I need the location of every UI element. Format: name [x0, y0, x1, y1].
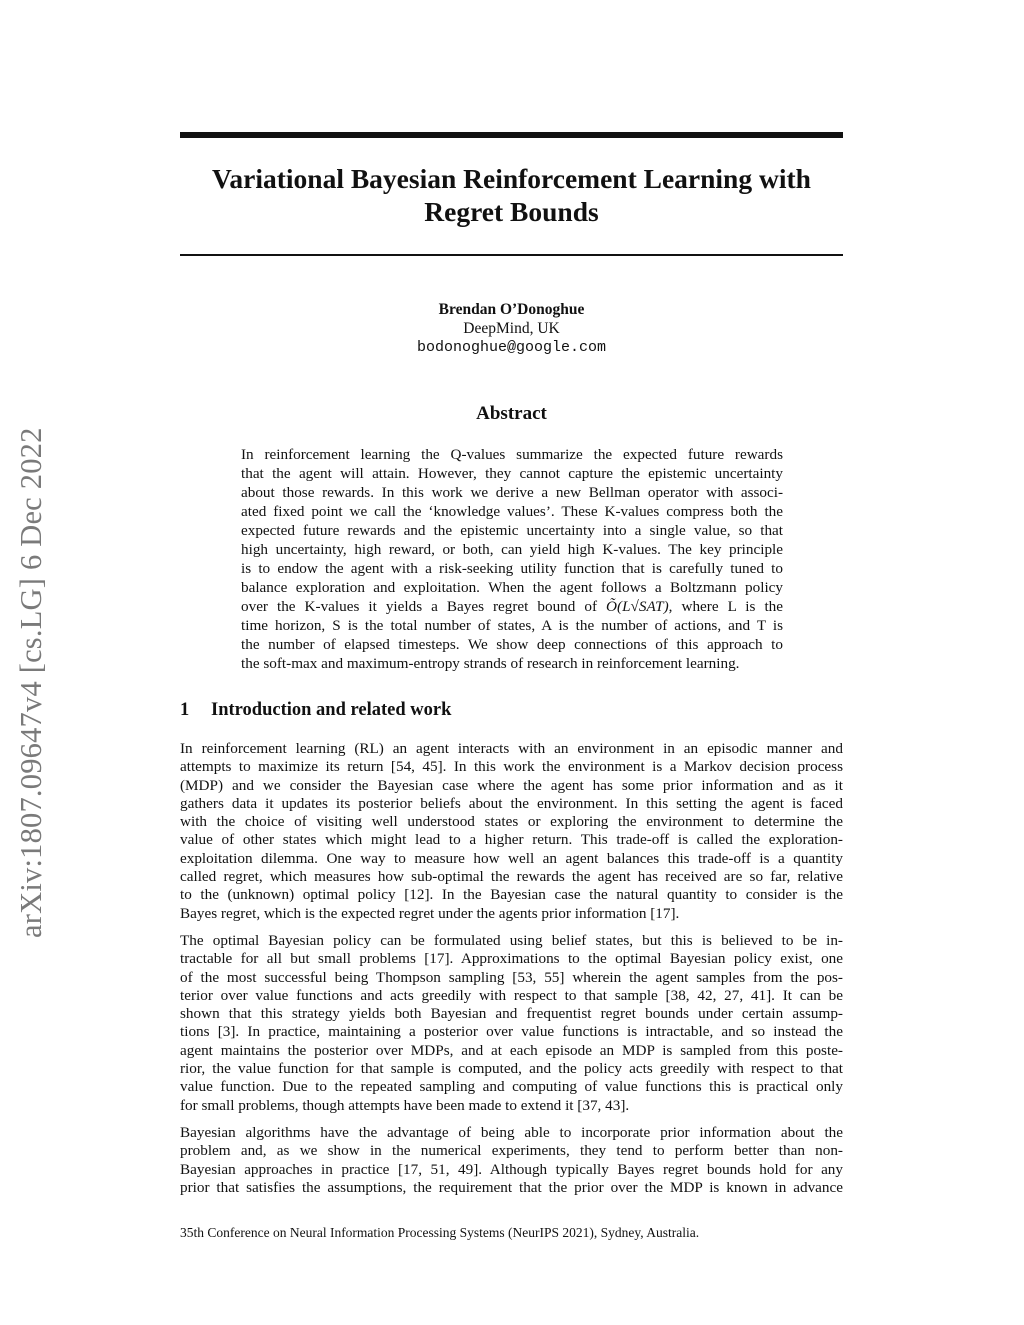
abstract-line: expected future rewards and the epistemic uncertainty into a single value, so that [241, 522, 783, 539]
abstract-line: high uncertainty, high reward, or both, can yield high K-values. The key principle [241, 541, 783, 558]
title-bottom-rule [180, 254, 843, 256]
abstract-line: balance exploration and exploitation. When the agent follows a Boltzmann policy [241, 579, 783, 596]
paragraph-line: terior over value functions and acts greedily with respect to that sample [38, 42, 27, 41]. It can be [180, 986, 843, 1004]
paragraph-line: to the (unknown) optimal policy [12]. In the Bayesian case the natural quantity to consider is the [180, 886, 843, 904]
section-number: 1 [180, 700, 190, 720]
abstract-line: is to endow the agent with a risk-seeking utility function that is carefully tuned to [241, 560, 783, 577]
paragraph-line: Bayes regret, which is the expected regret under the agents prior information [17]. [180, 904, 680, 922]
abstract-line: the soft-max and maximum-entropy strands of research in reinforcement learning. [241, 655, 740, 672]
paragraph-line: (MDP) and we consider the Bayesian case where the agent has some prior information and as it [180, 776, 843, 794]
paragraph-line: gathers data it updates its posterior beliefs about the environment. In this setting the agent is faced [180, 794, 843, 812]
abstract-regret-line [241, 597, 783, 616]
paragraph-line: shown that this strategy yields both Bayesian and frequentist regret bounds under certain assump- [180, 1005, 843, 1023]
paragraph-line: attempts to maximize its return [54, 45]. In this work the environment is a Markov decision process [180, 758, 843, 776]
paragraph-line: of the most successful being Thompson sampling [53, 55] wherein the agent samples from the pos- [180, 968, 843, 986]
intro-paragraph-3 [180, 1124, 843, 1197]
section-title: Introduction and related work [211, 700, 452, 720]
paragraph-line: Bayesian approaches in practice [17, 51, 49]. Although typically Bayes regret bounds hold for any [180, 1160, 843, 1178]
paragraph-line: rior, the value function for that sample is computed, and the policy acts greedily with respect to that [180, 1060, 843, 1078]
regret-bound-math: Õ(L√SAT) [606, 598, 669, 615]
paragraph-line: prior that satisfies the assumptions, the requirement that the prior over the MDP is known in advance [180, 1178, 843, 1196]
intro-paragraph-1 [180, 740, 843, 923]
paragraph-line: exploitation dilemma. One way to measure how well an agent balances this trade-off is a quantity [180, 849, 843, 867]
abstract-body [241, 445, 783, 673]
author-email[interactable]: bodonoghue@google.com [416, 339, 607, 356]
paragraph-line: problem and, as we show in the numerical experiments, they tend to perform better than non- [180, 1142, 843, 1160]
author-affiliation: DeepMind, UK [463, 320, 560, 337]
paragraph-line: tractable for all but small problems [17]. Approximations to the optimal Bayesian policy exist, one [180, 950, 843, 968]
abstract-line: that the agent will attain. However, they cannot capture the epistemic uncertainty [241, 465, 783, 482]
author-block [180, 300, 843, 357]
paragraph-line: called regret, which measures how sub-optimal the rewards the agent has received are so far, relative [180, 868, 843, 886]
title-line-1: Variational Bayesian Reinforcement Learning with [212, 163, 811, 194]
section-heading [180, 700, 843, 721]
title-line-2: Regret Bounds [424, 196, 599, 227]
paragraph-line: agent maintains the posterior over MDPs, and at each episode an MDP is sampled from this poste- [180, 1041, 843, 1059]
abstract-line: ated fixed point we call the ‘knowledge values’. These K-values compress both the [241, 503, 783, 520]
paragraph-line: value function. Due to the repeated sampling and computing of value functions this is practical only [180, 1078, 843, 1096]
paragraph-line: with the choice of visiting well understood states or exploring the environment to determine the [180, 813, 843, 831]
arxiv-stamp: arXiv:1807.09647v4 [cs.LG] 6 Dec 2022 [14, 427, 48, 938]
paragraph-line: for small problems, though attempts have been made to extend it [37, 43]. [180, 1096, 630, 1114]
conference-footnote: 35th Conference on Neural Information Processing Systems (NeurIPS 2021), Sydney, Australia. [180, 1225, 700, 1240]
paper-title [180, 162, 843, 228]
paragraph-line: The optimal Bayesian policy can be formulated using belief states, but this is believed to be in- [180, 932, 843, 949]
abstract-line: the number of elapsed timesteps. We show deep connections of this approach to [241, 636, 783, 653]
author-name: Brendan O’Donoghue [438, 301, 585, 318]
abstract-line: about those rewards. In this work we derive a new Bellman operator with associ- [241, 484, 783, 501]
intro-paragraph-2 [180, 932, 843, 1115]
abstract-line: In reinforcement learning the Q-values summarize the expected future rewards [241, 446, 783, 463]
regret-line-post: , where L is the [668, 598, 783, 615]
paragraph-line: tions [3]. In practice, maintaining a posterior over value functions is intractable, and so instead the [180, 1023, 843, 1041]
paragraph-line: In reinforcement learning (RL) an agent interacts with an environment in an episodic manner and [180, 740, 843, 757]
paragraph-line: Bayesian algorithms have the advantage of being able to incorporate prior information about the [180, 1124, 843, 1141]
abstract-line: time horizon, S is the total number of states, A is the number of actions, and T is [241, 617, 783, 634]
abstract-heading: Abstract [476, 403, 547, 424]
title-top-rule [180, 132, 843, 138]
paragraph-line: value of other states which might lead to a higher return. This trade-off is called the exploration- [180, 831, 843, 849]
regret-line-pre: over the K-values it yields a Bayes regret bound of [241, 598, 607, 615]
